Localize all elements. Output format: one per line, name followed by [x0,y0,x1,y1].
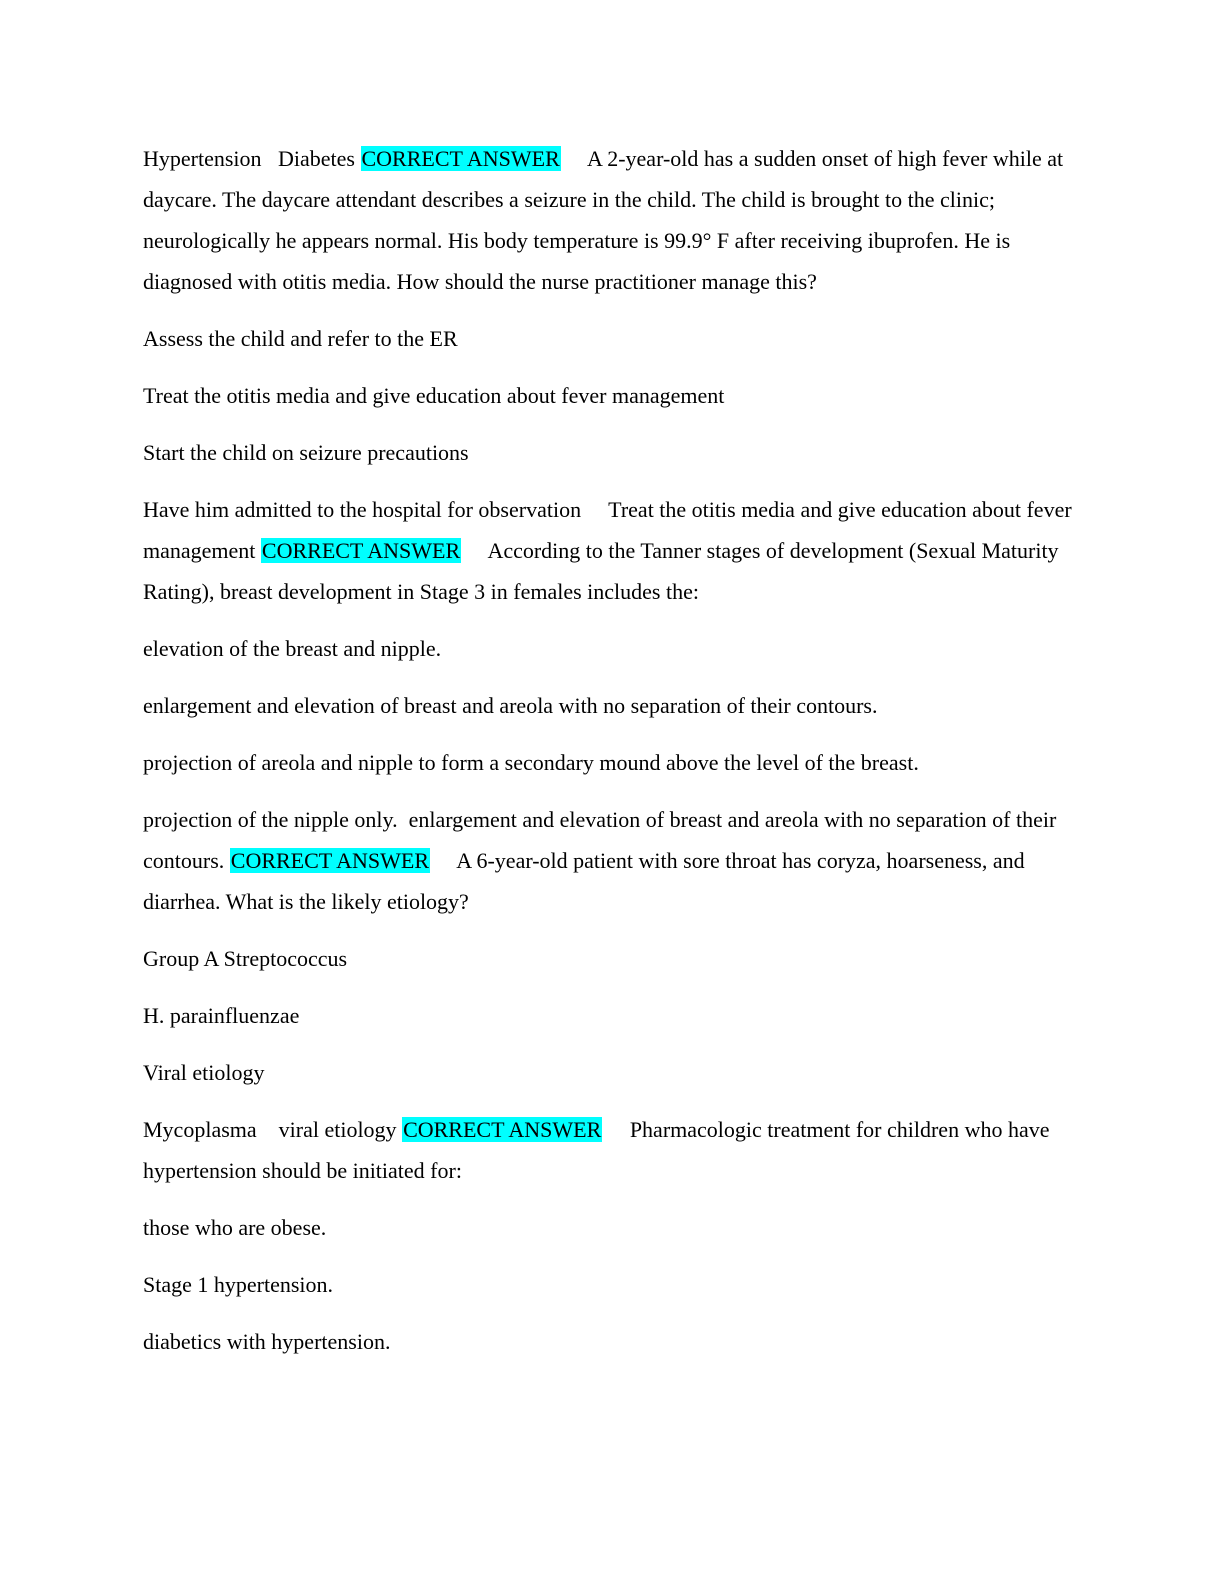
question-text: Pharmacologic treatment for children who have hypertension should be initiated for: [143,1117,1055,1183]
correct-answer-highlight: CORRECT ANSWER [403,1117,602,1142]
correct-answer-highlight: CORRECT ANSWER [361,146,560,171]
option-line: Start the child on seizure precautions [143,440,469,465]
option-line: elevation of the breast and nipple. [143,636,442,661]
option-line: diabetics with hypertension. [143,1329,391,1354]
question-block-4 [143,1109,1078,1191]
question-text: A 2-year-old has a sudden onset of high fever while at daycare. The daycare attendant describes a seizure in the child. The child is brought to the clinic; neurologically he appears normal. His body temperature is 99.9° F after receiving ibuprofen. He is diagnosed with otitis media. How should the nurse practitioner manage this? [143,146,1069,294]
option-line: Assess the child and refer to the ER [143,326,458,351]
previous-options-text: Mycoplasma viral etiology [143,1117,403,1142]
option-line: H. parainfluenzae [143,1003,300,1028]
option-line: Group A Streptococcus [143,946,348,971]
question-text: According to the Tanner stages of development (Sexual Maturity Rating), breast development in Stage 3 in females includes the: [143,538,1065,604]
question-text: A 6-year-old patient with sore throat has coryza, hoarseness, and diarrhea. What is the likely etiology? [143,848,1031,914]
option-line: Stage 1 hypertension. [143,1272,334,1297]
correct-answer-highlight: CORRECT ANSWER [261,538,461,563]
question-block-3 [143,799,1078,922]
document-body [143,138,1078,1362]
correct-answer-highlight: CORRECT ANSWER [230,848,430,873]
option-line: those who are obese. [143,1215,327,1240]
previous-options-text: projection of the nipple only. enlargement and elevation of breast and areola with no separation of their contours. [143,807,1062,873]
question-block-1 [143,138,1078,302]
option-line: Treat the otitis media and give education about fever management [143,383,725,408]
option-line: projection of areola and nipple to form a secondary mound above the level of the breast. [143,750,919,775]
previous-options-text: Hypertension Diabetes [143,146,361,171]
question-block-2 [143,489,1078,612]
option-line: enlargement and elevation of breast and areola with no separation of their contours. [143,693,878,718]
previous-options-text: Have him admitted to the hospital for observation Treat the otitis media and give education about fever management [143,497,1078,563]
option-line: Viral etiology [143,1060,265,1085]
